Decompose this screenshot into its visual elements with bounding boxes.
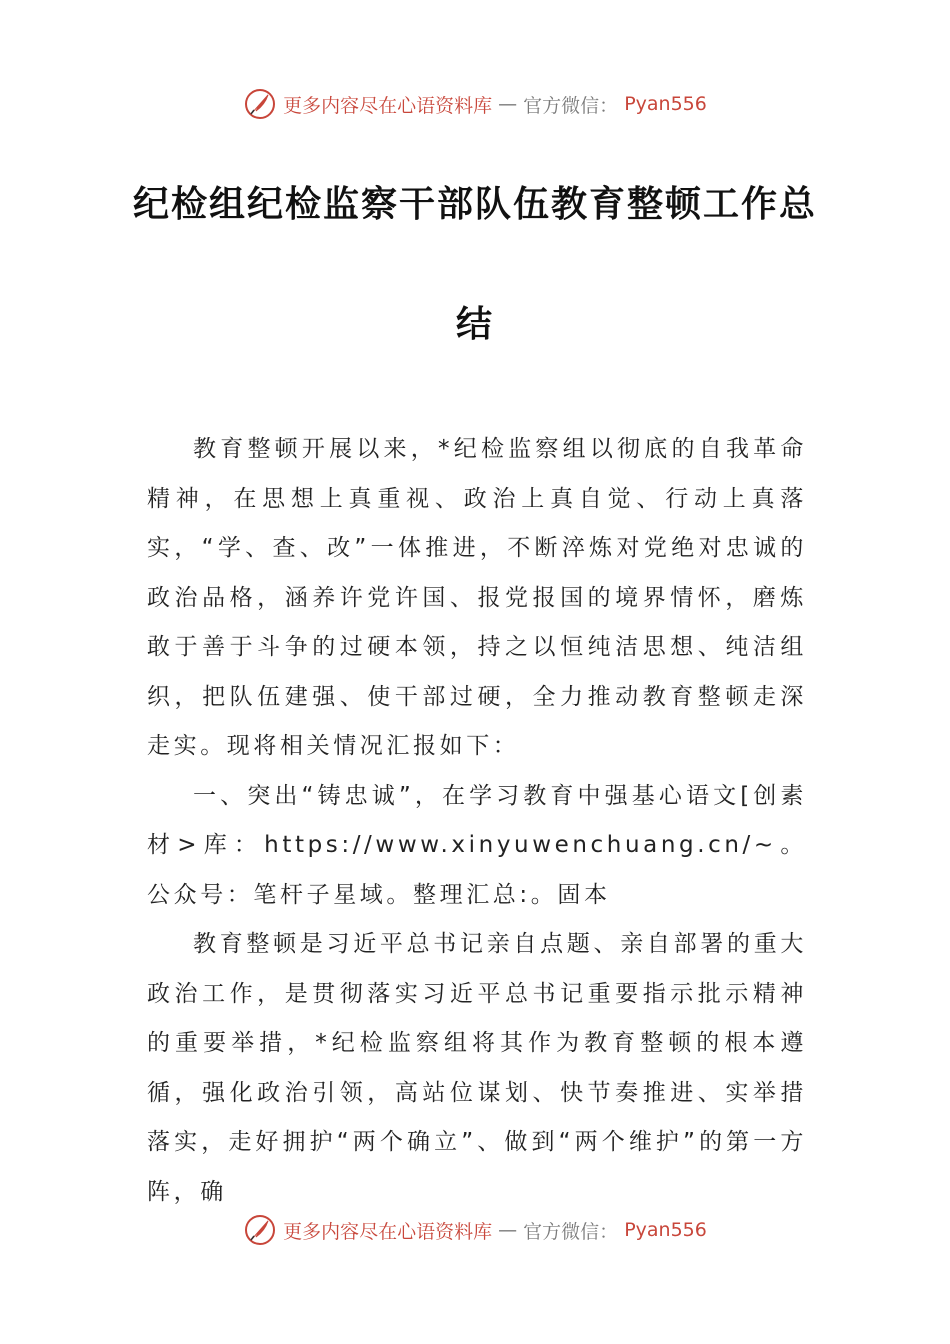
document-title-line-2: 结 (455, 303, 494, 345)
watermark-site-name: 更多内容尽在心语资料库 (283, 94, 493, 117)
document-body (147, 425, 807, 1217)
body-paragraph-detail: 教育整顿是习近平总书记亲自点题、亲自部署的重大政治工作，是贯彻落实习近平总书记重要指示批示精神的重要举措，*纪检监察组将其作为教育整顿的根本遵循，强化政治引领，高站位谋划、快节奏推进、实举措落实，走好拥护“两个确立”、做到“两个维护”的第一方阵，确 (147, 931, 807, 1205)
watermark-dash: — (498, 1219, 518, 1241)
header-watermark (0, 84, 950, 124)
body-paragraph-section-heading: 一、突出“铸忠诚”，在学习教育中强基心语文[创素材>库：https://www.xinyuwenchuang.cn/~。公众号：笔杆子星域。整理汇总:。固本 (147, 782, 807, 908)
watermark-wechat-label: 官方微信： (523, 1220, 619, 1243)
watermark-wechat-label: 官方微信： (523, 94, 619, 117)
watermark-site-name: 更多内容尽在心语资料库 (283, 1220, 493, 1243)
body-paragraph-intro: 教育整顿开展以来，*纪检监察组以彻底的自我革命精神，在思想上真重视、政治上真自觉、行动上真落实，“学、查、改”一体推进，不断淬炼对党绝对忠诚的政治品格，涵养许党许国、报党报国的境界情怀，磨炼敢于善于斗争的过硬本领，持之以恒纯洁思想、纯洁组织，把队伍建强、使干部过硬，全力推动教育整顿走深走实。现将相关情况汇报如下： (147, 436, 807, 759)
watermark-wechat-id: Pyan556 (624, 93, 707, 115)
feather-pen-logo-icon (243, 87, 277, 121)
document-title-line-1: 纪检组纪检监察干部队伍教育整顿工作总 (132, 183, 817, 225)
feather-pen-logo-icon (243, 1213, 277, 1247)
watermark-wechat-id: Pyan556 (624, 1219, 707, 1241)
footer-watermark (0, 1210, 950, 1250)
watermark-dash: — (498, 93, 518, 115)
